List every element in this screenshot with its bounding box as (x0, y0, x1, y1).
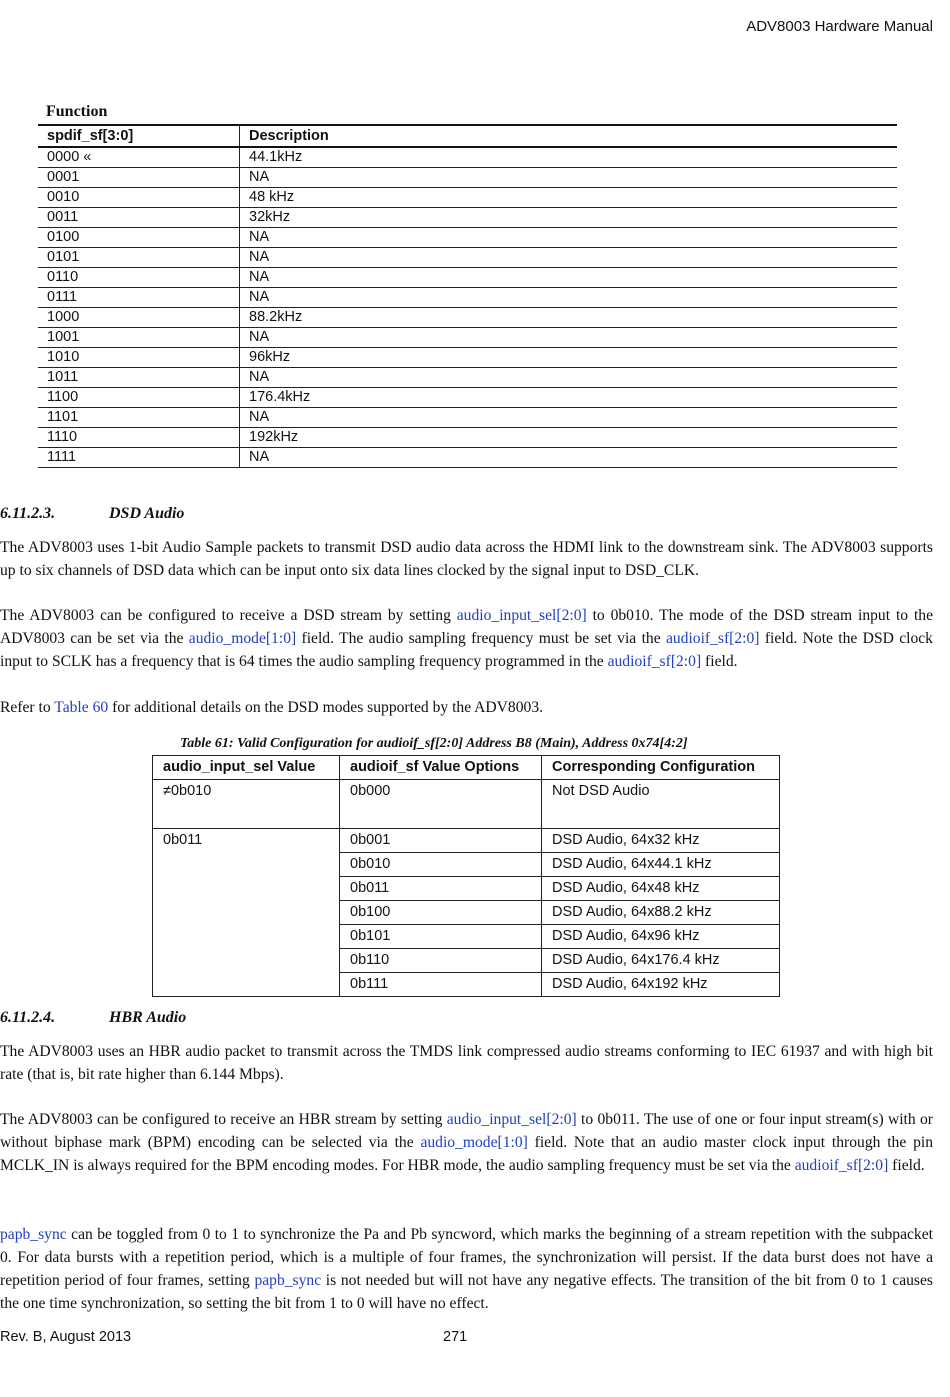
table-cell: NA (240, 228, 898, 248)
section-title: DSD Audio (109, 505, 185, 522)
table-row (38, 188, 897, 208)
table-row (38, 208, 897, 228)
table-cell: 0010 (38, 188, 240, 208)
table-cell: 1010 (38, 348, 240, 368)
table-cell: 0b010 (340, 853, 542, 877)
audioif-sf-config-table (152, 755, 780, 997)
column-header: spdif_sf[3:0] (38, 125, 240, 147)
table-row (38, 348, 897, 368)
table-header-row (153, 756, 780, 780)
table-cell: 0101 (38, 248, 240, 268)
column-header: audioif_sf Value Options (340, 756, 542, 780)
table-cell: 0b001 (340, 829, 542, 853)
table-cell: 0100 (38, 228, 240, 248)
spdif-sf-table (38, 124, 897, 468)
table-cell: 0b101 (340, 925, 542, 949)
table-cell: 1011 (38, 368, 240, 388)
table-row (38, 168, 897, 188)
table-cell: NA (240, 288, 898, 308)
table-row (38, 448, 897, 468)
column-header: Corresponding Configuration (542, 756, 780, 780)
table-cell: 1001 (38, 328, 240, 348)
column-header: Description (240, 125, 898, 147)
table-cell: 1000 (38, 308, 240, 328)
column-header: audio_input_sel Value (153, 756, 340, 780)
table-cell: NA (240, 448, 898, 468)
table-cell: 44.1kHz (240, 147, 898, 168)
table-cell: DSD Audio, 64x48 kHz (542, 877, 780, 901)
dsd-paragraph-2: The ADV8003 can be configured to receive a DSD stream by setting audio_input_sel[2:0] to 0b010. The mode of the DSD stream input to the ADV8003 can be set via the audio_mode[1:0] field. The audio sampling frequency must be set via the audioif_sf[2:0] field. Note the DSD clock input to SCLK has a frequency that is 64 times the audio sampling frequency programmed in the audioif_sf[2:0] field. (0, 607, 933, 670)
section-number: 6.11.2.4. (0, 1009, 56, 1026)
table-row (38, 328, 897, 348)
table-cell: 32kHz (240, 208, 898, 228)
table-cell: 0000 « (38, 147, 240, 168)
table-cell: DSD Audio, 64x96 kHz (542, 925, 780, 949)
table-60-link[interactable]: Table 60 (54, 699, 109, 716)
hbr-paragraph-1: The ADV8003 uses an HBR audio packet to transmit across the TMDS link compressed audio streams conforming to IEC 61937 and with high bit rate (that is, bit rate higher than 6.144 Mbps). (0, 1043, 933, 1083)
table-cell: 48 kHz (240, 188, 898, 208)
table-cell: 0b011 (153, 829, 340, 997)
table-cell: 0001 (38, 168, 240, 188)
table-cell: Not DSD Audio (542, 780, 780, 829)
table-row (38, 408, 897, 428)
function-table-title: Function (46, 103, 108, 120)
table-row (153, 829, 780, 853)
table-cell: 0b111 (340, 973, 542, 997)
table-cell: 1100 (38, 388, 240, 408)
table-row (38, 388, 897, 408)
table-row (38, 368, 897, 388)
dsd-paragraph-1: The ADV8003 uses 1-bit Audio Sample packets to transmit DSD audio data across the HDMI link to the downstream sink. The ADV8003 supports up to six channels of DSD data which can be input onto six data lines clocked by the signal input to DSD_CLK. (0, 539, 933, 579)
table-row (38, 268, 897, 288)
table-cell: 1110 (38, 428, 240, 448)
papb-sync-link[interactable]: papb_sync (0, 1226, 67, 1243)
hbr-paragraph-2: The ADV8003 can be configured to receive an HBR stream by setting audio_input_sel[2:0] to 0b011. The use of one or four input stream(s) with or without biphase mark (BPM) encoding can be selected via the audio_mode[1:0] field. Note that an audio master clock input through the pin MCLK_IN is always required for the BPM encoding modes. For HBR mode, the audio sampling frequency must be set via the audioif_sf[2:0] field. (0, 1111, 933, 1174)
table-cell: 0b011 (340, 877, 542, 901)
page-header-title: ADV8003 Hardware Manual (746, 18, 933, 35)
table-cell: 96kHz (240, 348, 898, 368)
audio-input-sel-link[interactable]: audio_input_sel[2:0] (456, 607, 587, 624)
audio-input-sel-link[interactable]: audio_input_sel[2:0] (446, 1111, 577, 1128)
audio-mode-link[interactable]: audio_mode[1:0] (188, 630, 297, 647)
table-cell: 1111 (38, 448, 240, 468)
audio-mode-link[interactable]: audio_mode[1:0] (420, 1134, 528, 1151)
table-cell: 0b000 (340, 780, 542, 829)
table-cell: 192kHz (240, 428, 898, 448)
table-cell: NA (240, 368, 898, 388)
table-cell: 0b100 (340, 901, 542, 925)
dsd-section-heading (0, 505, 184, 523)
papb-sync-link[interactable]: papb_sync (254, 1272, 322, 1289)
table-cell: 0b110 (340, 949, 542, 973)
table-cell: DSD Audio, 64x88.2 kHz (542, 901, 780, 925)
table-cell: 176.4kHz (240, 388, 898, 408)
table-cell: DSD Audio, 64x32 kHz (542, 829, 780, 853)
table-cell: 0110 (38, 268, 240, 288)
table-cell: NA (240, 168, 898, 188)
table-cell: ≠0b010 (153, 780, 340, 829)
table-header-row (38, 125, 897, 147)
table-cell: 0011 (38, 208, 240, 228)
table-row (38, 288, 897, 308)
hbr-section-heading (0, 1009, 186, 1027)
table-row (38, 308, 897, 328)
hbr-paragraph-3: papb_sync can be toggled from 0 to 1 to synchronize the Pa and Pb syncword, which marks the beginning of a stream repetition with the subpacket 0. For data bursts with a repetition period, which is a multiple of four frames, the synchronization will persist. If the data burst does not have a repetition period of four frames, setting papb_sync is not needed but will not have any negative effects. The transition of the bit from 0 to 1 causes the one time synchronization, so setting the bit from 1 to 0 will have no effect. (0, 1226, 933, 1312)
section-number: 6.11.2.3. (0, 505, 56, 522)
table-cell: DSD Audio, 64x192 kHz (542, 973, 780, 997)
audioif-sf-link[interactable]: audioif_sf[2:0] (665, 630, 760, 647)
table-cell: DSD Audio, 64x44.1 kHz (542, 853, 780, 877)
table-cell: 88.2kHz (240, 308, 898, 328)
audioif-sf-link[interactable]: audioif_sf[2:0] (794, 1157, 889, 1174)
page-number: 271 (443, 1329, 468, 1345)
table-row (38, 228, 897, 248)
table-row (38, 248, 897, 268)
audioif-sf-link[interactable]: audioif_sf[2:0] (607, 653, 702, 670)
table-cell: NA (240, 248, 898, 268)
table-cell: 0111 (38, 288, 240, 308)
table-cell: DSD Audio, 64x176.4 kHz (542, 949, 780, 973)
table-cell: NA (240, 408, 898, 428)
footer-revision: Rev. B, August 2013 (0, 1329, 132, 1345)
table-row (38, 428, 897, 448)
table-cell: NA (240, 268, 898, 288)
table-cell: NA (240, 328, 898, 348)
table-row (38, 147, 897, 168)
dsd-paragraph-3: Refer to Table 60 for additional details on the DSD modes supported by the ADV8003. (0, 699, 544, 716)
section-title: HBR Audio (109, 1009, 187, 1026)
table-caption: Table 61: Valid Configuration for audioif_sf[2:0] Address B8 (Main), Address 0x74[4:2] (180, 736, 688, 751)
table-row (153, 780, 780, 829)
table-cell: 1101 (38, 408, 240, 428)
